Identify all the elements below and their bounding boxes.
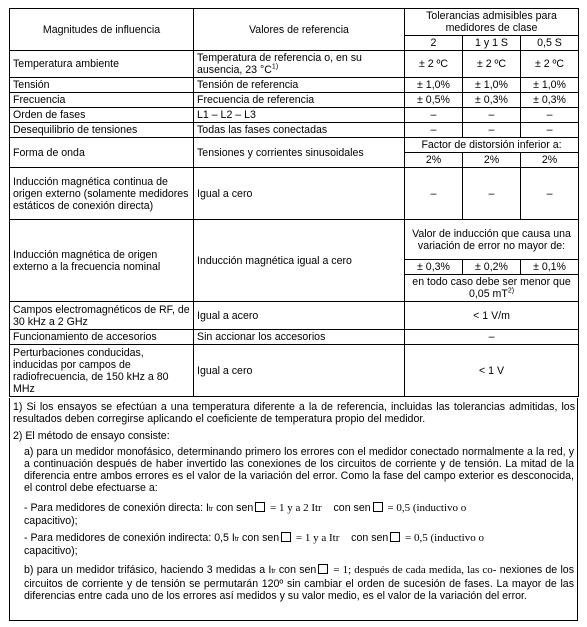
table-row <box>10 168 579 220</box>
header-valores: Valores de referencia <box>194 9 405 51</box>
indirect-cond-2: = 0,5 (inductivo o <box>402 532 484 544</box>
footnote-2a: a) para un medidor monofásico, determinando primero los errores con el medidor conectado normalmente a la red, y a continuación después de haber invertido las conexiones de los circuitos de corriente y de tensión. La mitad de la diferencia entre ambos errores es el valor de la variación del error. Como la fase del campo exterior es desconocida, el control debe efectuarse a: <box>24 446 574 494</box>
row-induccion-cont-tol-1: – <box>463 168 521 220</box>
row-tension-ref: Tensión de referencia <box>194 78 405 93</box>
row-induccion-cont-ref: Igual a cero <box>194 168 405 220</box>
row-campos-mag: Campos electromagnéticos de RF, de 30 kHz a 2 GHz <box>10 302 194 330</box>
row-accesorios-ref: Sin accionar los accesorios <box>194 330 405 345</box>
row-induccion-cont-tol-05s: – <box>521 168 579 220</box>
missing-symbol-icon <box>255 502 265 512</box>
row-induccion-cont-mag: Inducción magnética continua de origen externo (solamente medidores estáticos de conexión directa) <box>10 168 194 220</box>
b-cond: = 1; después de cada medida, las co- <box>330 564 497 576</box>
b-sen: con sen <box>275 564 317 576</box>
row-campos-tol: < 1 V/m <box>405 302 579 330</box>
row-tension-tol-1: ± 1,0% <box>463 78 521 93</box>
row-temp-ref-text: Temperatura de referencia o, en su ausencia, 23 °C <box>197 52 362 76</box>
b-text: b) para un medidor trifásico, haciendo 3 medidas a I <box>24 564 272 576</box>
row-onda-factor: Factor de distorsión inferior a: <box>405 138 579 153</box>
row-induccion-frec-ref: Inducción magnética igual a cero <box>194 220 405 302</box>
indirect-cond-1: = 1 y a Itr <box>293 532 340 544</box>
footnote-2a-direct-cont: capacitivo); <box>24 515 78 527</box>
row-perturb-tol: < 1 V <box>405 345 579 397</box>
direct-sen-2: con sen <box>333 502 371 514</box>
missing-symbol-icon <box>281 532 291 542</box>
direct-cond-2: = 0,5 (inductivo o <box>384 502 467 514</box>
row-frecuencia-tol-2: ± 0,5% <box>405 93 463 108</box>
table-row <box>10 330 579 345</box>
direct-text: - Para medidores de conexión directa: I <box>24 502 209 514</box>
table-row <box>10 51 579 78</box>
header-tolerancias: Tolerancias admisibles para medidores de clase <box>405 9 579 36</box>
b-sub: tr <box>271 568 276 575</box>
row-campos-ref: Igual a acero <box>194 302 405 330</box>
header-class-05s: 0,5 S <box>521 36 579 51</box>
row-desequilibrio-mag: Desequilibrio de tensiones <box>10 123 194 138</box>
row-onda-ref: Tensiones y corrientes sinusoidales <box>194 138 405 168</box>
row-fases-tol-1: – <box>463 108 521 123</box>
indirect-text: - Para medidores de conexión indirecta: 0,5 I <box>24 532 235 544</box>
row-induccion-frec-tol-05s: ± 0,1% <box>521 260 579 275</box>
row-onda-tol-05s: 2% <box>521 153 579 168</box>
row-perturb-mag: Perturbaciones conducidas, inducidas por campos de radiofrecuencia, de 150 kHz a 80 MHz <box>10 345 194 397</box>
indirect-sub: tr <box>234 536 240 543</box>
row-onda-mag: Forma de onda <box>10 138 194 168</box>
missing-symbol-icon <box>390 532 400 542</box>
footnote-ref-1: 1) <box>271 63 279 71</box>
missing-symbol-icon <box>373 502 383 512</box>
table-row <box>10 123 579 138</box>
indirect-sen-2: con sen <box>351 532 389 544</box>
row-induccion-frec-tol-1: ± 0,2% <box>463 260 521 275</box>
footnote-2b <box>24 564 574 602</box>
row-onda-tol-2: 2% <box>405 153 463 168</box>
row-perturb-ref: Igual a cero <box>194 345 405 397</box>
row-desequilibrio-ref: Todas las fases conectadas <box>194 123 405 138</box>
table-row <box>10 345 579 397</box>
direct-cond-1: = 1 y a 2 Itr <box>267 502 322 514</box>
row-onda-tol-1: 2% <box>463 153 521 168</box>
row-frecuencia-tol-05s: ± 0,3% <box>521 93 579 108</box>
header-class-2: 2 <box>405 36 463 51</box>
row-desequilibrio-tol-2: – <box>405 123 463 138</box>
table-row <box>10 138 579 153</box>
indirect-sen-1: con sen <box>239 532 280 544</box>
footnote-2a-direct <box>24 502 574 516</box>
header-magnitudes: Magnitudes de influencia <box>10 9 194 51</box>
row-frecuencia-mag: Frecuencia <box>10 93 194 108</box>
header-class-1: 1 y 1 S <box>463 36 521 51</box>
table-row <box>10 108 579 123</box>
row-fases-tol-05s: – <box>521 108 579 123</box>
direct-sen-1: con sen <box>213 502 254 514</box>
row-fases-tol-2: – <box>405 108 463 123</box>
b-rest: nexiones de los circuitos de corriente y de tensión se permutarán 120º sin cambiar el orden de sucesión de fases. La mayor de las diferencias entre cada uno de los errores así medidos y su valor medio, es el valor de la variación del error. <box>24 564 574 602</box>
table-row <box>10 93 579 108</box>
row-accesorios-tol: – <box>405 330 579 345</box>
row-induccion-cont-tol-2: – <box>405 168 463 220</box>
table-row <box>10 302 579 330</box>
row-tension-tol-2: ± 1,0% <box>405 78 463 93</box>
row-induccion-frec-tol-2: ± 0,3% <box>405 260 463 275</box>
row-frecuencia-tol-1: ± 0,3% <box>463 93 521 108</box>
footnote-1: 1) Si los ensayos se efectúan a una temperatura diferente a la de referencia, incluidas las tolerancias admitidas, los resultados deben corregirse aplicando el coeficiente de temperatura propio del medidor. <box>13 401 575 425</box>
row-induccion-frec-mag: Inducción magnética de origen externo a la frecuencia nominal <box>10 220 194 302</box>
row-accesorios-mag: Funcionamiento de accesorios <box>10 330 194 345</box>
table-row <box>10 78 579 93</box>
footnote-2a-indirect <box>24 532 574 546</box>
row-temp-tol-1: ± 2 ºC <box>463 51 521 78</box>
footnote-2-title: 2) El método de ensayo consiste: <box>13 430 170 442</box>
direct-sub: tr <box>208 506 214 513</box>
missing-symbol-icon <box>318 564 328 574</box>
row-tension-tol-05s: ± 1,0% <box>521 78 579 93</box>
row-desequilibrio-tol-05s: – <box>521 123 579 138</box>
row-temp-ref <box>194 51 405 78</box>
row-temp-tol-05s: ± 2 ºC <box>521 51 579 78</box>
row-desequilibrio-tol-1: – <box>463 123 521 138</box>
row-frecuencia-ref: Frecuencia de referencia <box>194 93 405 108</box>
row-induccion-frec-bottom <box>405 275 579 302</box>
footnote-2a-indirect-cont: capacitivo); <box>24 545 78 557</box>
row-temp-mag: Temperatura ambiente <box>10 51 194 78</box>
footnotes-box <box>9 398 578 621</box>
footnote-ref-2: 2) <box>507 287 515 295</box>
row-fases-mag: Orden de fases <box>10 108 194 123</box>
tolerances-table <box>9 8 579 397</box>
row-fases-ref: L1 – L2 – L3 <box>194 108 405 123</box>
row-induccion-frec-note: Valor de inducción que causa una variación de error no mayor de: <box>405 220 579 260</box>
row-tension-mag: Tensión <box>10 78 194 93</box>
induccion-limit-text: en todo caso debe ser menor que 0,05 mT <box>412 276 571 300</box>
row-temp-tol-2: ± 2 ºC <box>405 51 463 78</box>
